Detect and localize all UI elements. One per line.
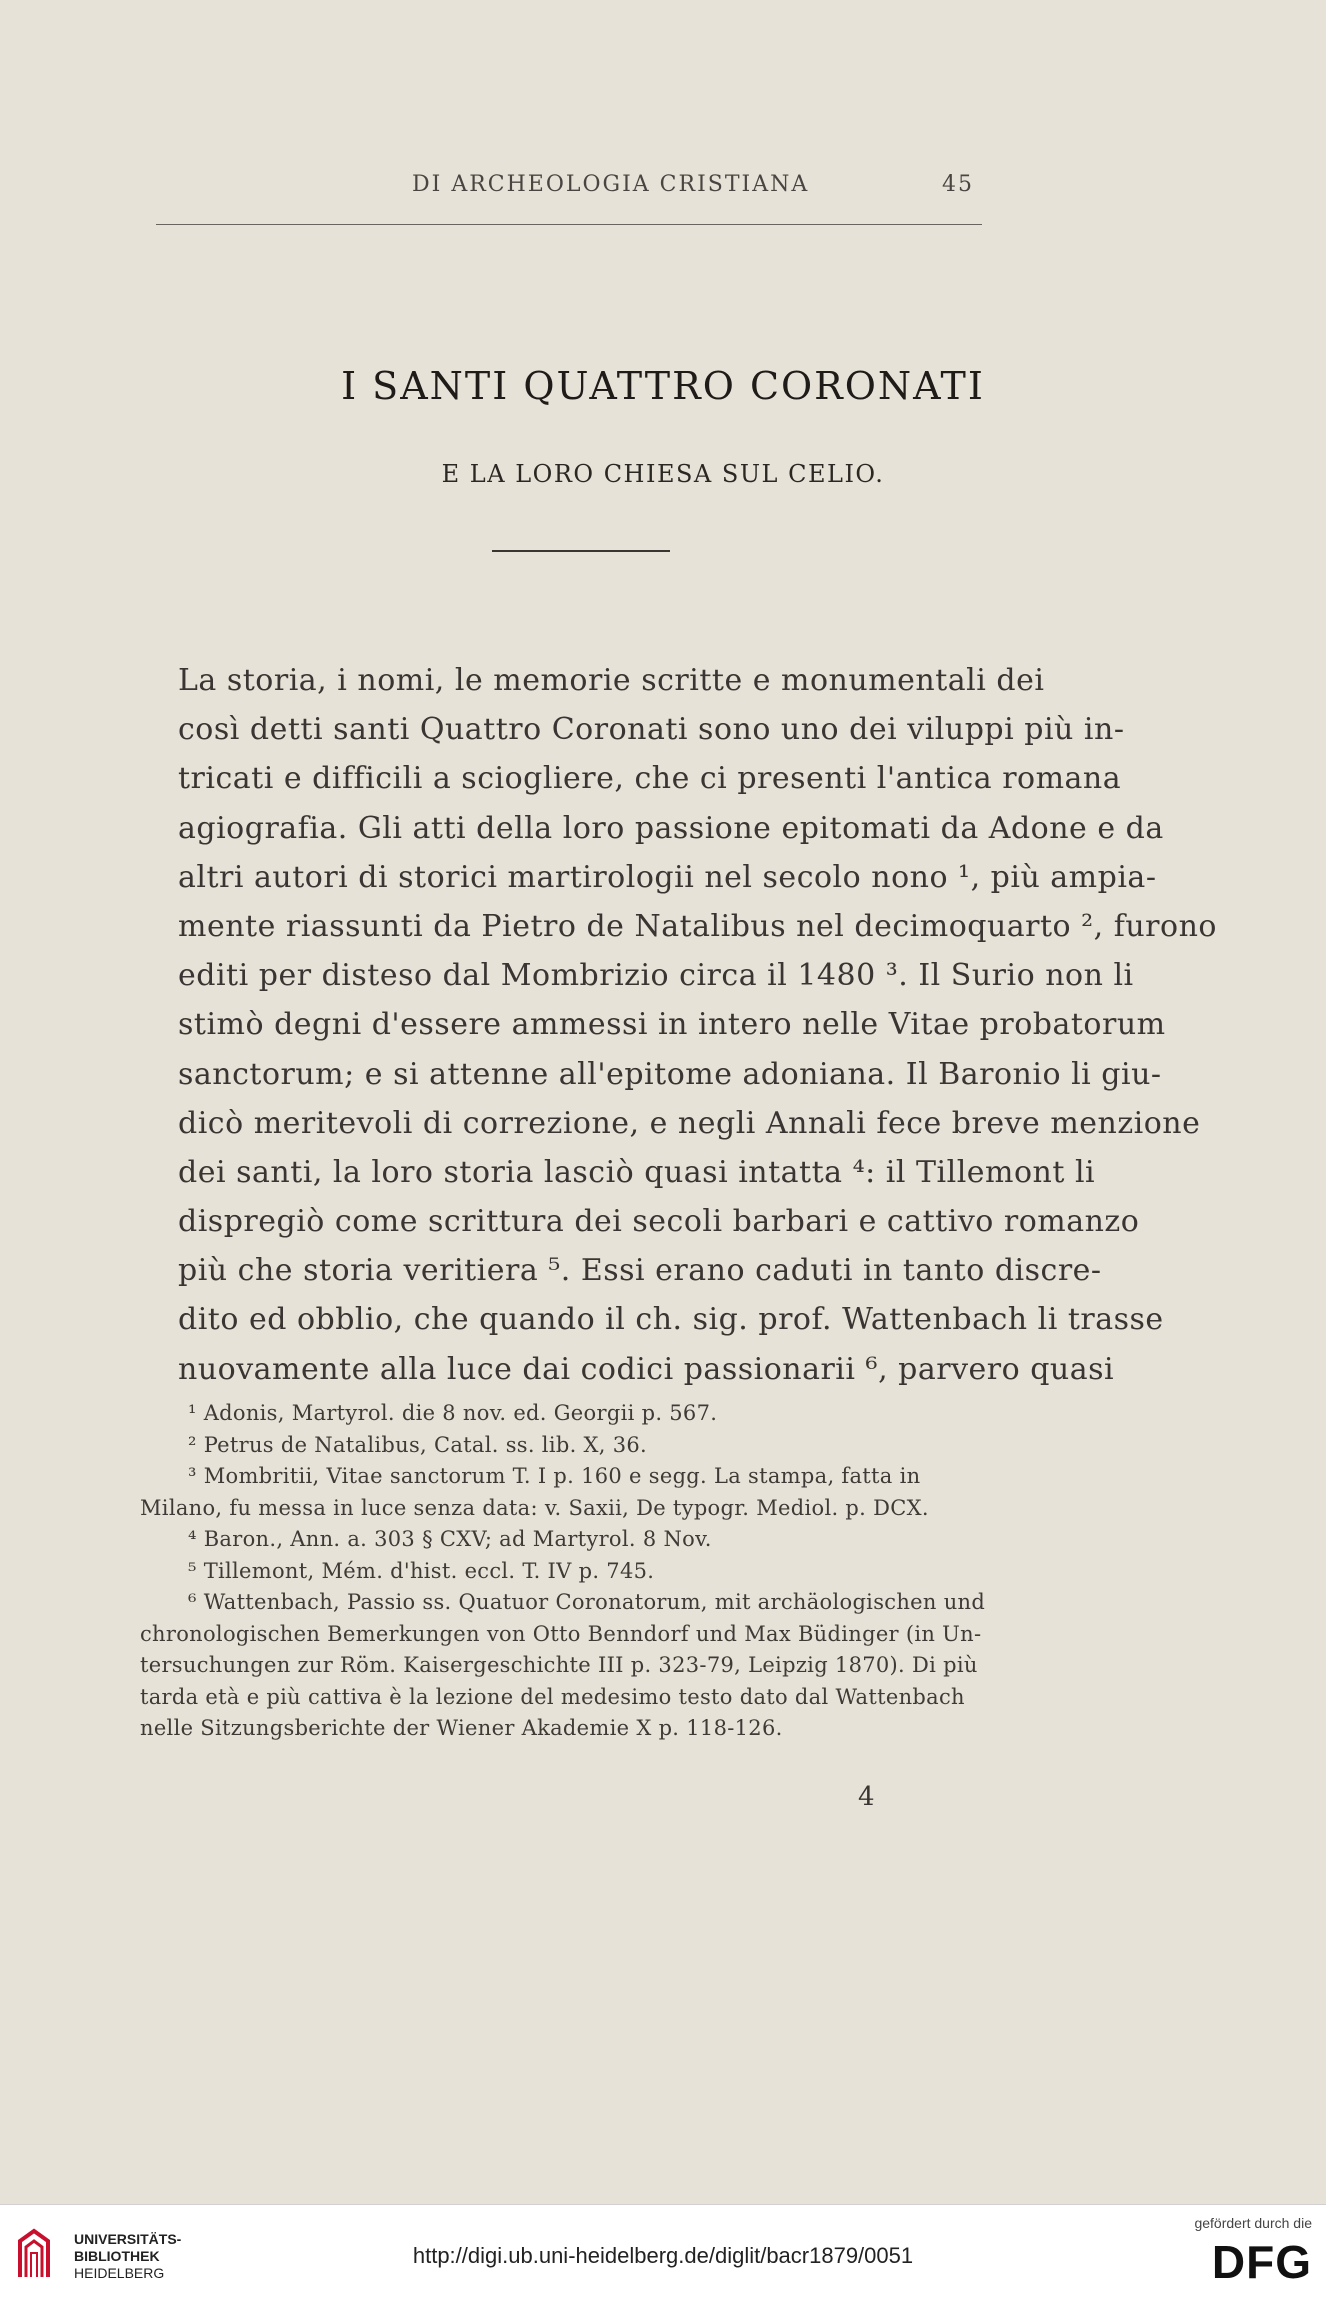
body-line: mente riassunti da Pietro de Natalibus nel decimoquarto ², furono	[178, 908, 1217, 944]
body-line: stimò degni d'essere ammessi in intero nelle Vitae probatorum	[178, 1007, 1166, 1043]
permalink[interactable]: http://digi.ub.uni-heidelberg.de/diglit/bacr1879/0051	[412, 2243, 914, 2268]
body-line: più che storia veritiera ⁵. Essi erano caduti in tanto discre-	[178, 1253, 1102, 1289]
body-line: così detti santi Quattro Coronati sono uno dei viluppi più in-	[178, 712, 1125, 748]
footnote-continuation: chronologischen Bemerkungen von Otto Benndorf und Max Büdinger (in Un-	[140, 1621, 982, 1646]
article-title: I SANTI QUATTRO CORONATI	[341, 364, 985, 408]
body-line: tricati e difficili a sciogliere, che ci presenti l'antica romana	[178, 761, 1122, 797]
body-line: dei santi, la loro storia lasciò quasi intatta ⁴: il Tillemont li	[178, 1154, 1096, 1190]
running-head-title: DI ARCHEOLOGIA CRISTIANA	[412, 172, 810, 197]
body-text	[178, 656, 1217, 1394]
signature-mark: 4	[858, 1782, 875, 1812]
footnotes	[140, 1398, 1034, 1745]
footnote-continuation: Milano, fu messa in luce senza data: v. Saxii, De typogr. Mediol. p. DCX.	[140, 1495, 929, 1520]
footnote: ¹ Adonis, Martyrol. die 8 nov. ed. Georgii p. 567.	[188, 1401, 718, 1425]
footnote: ² Petrus de Natalibus, Catal. ss. lib. X, 36.	[188, 1432, 648, 1457]
library-name-line: HEIDELBERG	[74, 2265, 165, 2281]
footnote: ⁵ Tillemont, Mém. d'hist. eccl. T. IV p. 745.	[188, 1558, 655, 1583]
body-line: dicò meritevoli di correzione, e negli Annali fece breve menzione	[178, 1105, 1201, 1141]
dfg-logo: DFG	[1211, 2236, 1312, 2288]
body-line: dito ed obblio, che quando il ch. sig. prof. Wattenbach li trasse	[178, 1302, 1164, 1338]
title-divider	[492, 550, 670, 552]
viewer-footer	[0, 2204, 1326, 2303]
body-line: dispregiò come scrittura dei secoli barbari e cattivo romanzo	[178, 1204, 1140, 1240]
body-line: editi per disteso dal Mombrizio circa il 1480 ³. Il Surio non li	[178, 958, 1134, 994]
footnote: ⁶ Wattenbach, Passio ss. Quatuor Coronatorum, mit archäologischen und	[188, 1590, 986, 1614]
page-number: 45	[942, 172, 974, 197]
library-name-line: UNIVERSITÄTS-	[74, 2231, 182, 2247]
footnote-continuation: tersuchungen zur Röm. Kaisergeschichte III p. 323-79, Leipzig 1870). Di più	[140, 1653, 978, 1677]
footnote-continuation: tarda età e più cattiva è la lezione del medesimo testo dato dal Wattenbach	[140, 1684, 965, 1709]
body-line: agiografia. Gli atti della loro passione epitomati da Adone e da	[178, 810, 1164, 846]
body-line: nuovamente alla luce dai codici passionarii ⁶, parvero quasi	[178, 1351, 1115, 1387]
library-name-line: BIBLIOTHEK	[74, 2248, 160, 2264]
body-line: sanctorum; e si attenne all'epitome adoniana. Il Baronio li giu-	[178, 1056, 1162, 1092]
footnote: ⁴ Baron., Ann. a. 303 § CXV; ad Martyrol. 8 Nov.	[188, 1527, 712, 1551]
article-subtitle: E LA LORO CHIESA SUL CELIO.	[441, 460, 885, 488]
footnote-continuation: nelle Sitzungsberichte der Wiener Akademie X p. 118-126.	[140, 1716, 783, 1740]
body-line: altri autori di storici martirologii nel secolo nono ¹, più ampia-	[178, 859, 1157, 895]
funding-label: gefördert durch die	[1194, 2215, 1312, 2231]
header-rule	[156, 224, 982, 225]
footnote: ³ Mombritii, Vitae sanctorum T. I p. 160 e segg. La stampa, fatta in	[188, 1464, 921, 1488]
body-line: La storia, i nomi, le memorie scritte e monumentali dei	[178, 663, 1045, 698]
